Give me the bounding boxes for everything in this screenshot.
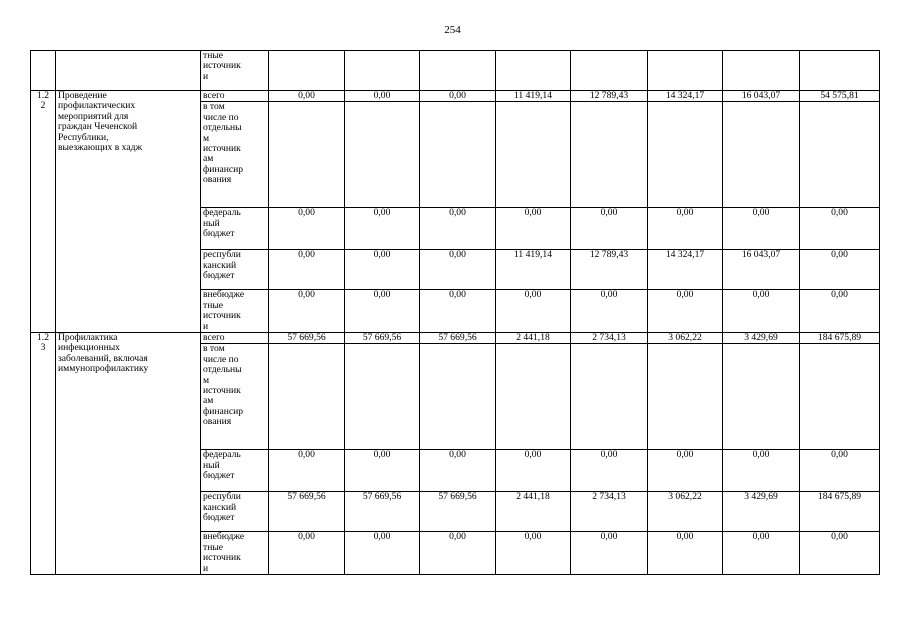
value-cell: 0,00 <box>269 208 345 250</box>
value-cell: 0,00 <box>420 450 496 492</box>
value-cell: 0,00 <box>571 208 648 250</box>
source-cell: тные источник и <box>201 51 269 91</box>
value-cell: 0,00 <box>420 208 496 250</box>
value-cell: 12 789,43 <box>571 250 648 290</box>
value-cell <box>723 51 800 91</box>
value-cell: 3 062,22 <box>648 333 723 344</box>
value-cell: 0,00 <box>345 250 420 290</box>
value-cell: 0,00 <box>648 290 723 333</box>
value-cell: 57 669,56 <box>420 333 496 344</box>
value-cell: 0,00 <box>345 208 420 250</box>
funding-source: всего <box>201 333 269 344</box>
value-cell <box>420 102 496 208</box>
value-cell: 0,00 <box>345 290 420 333</box>
value-cell <box>269 344 345 450</box>
num-cell <box>31 51 56 91</box>
funding-source: федераль ный бюджет <box>201 208 269 250</box>
title-cell <box>56 51 201 91</box>
value-cell <box>345 344 420 450</box>
activity-title: Проведение профилактических мероприятий для граждан Чеченской Республики, выезжающих в хадж <box>56 91 201 333</box>
value-cell: 0,00 <box>496 532 571 575</box>
value-cell: 0,00 <box>648 450 723 492</box>
row-number: 1.2 2 <box>31 91 56 333</box>
value-cell <box>420 344 496 450</box>
funding-source: республи канский бюджет <box>201 492 269 532</box>
table-row <box>31 51 880 91</box>
value-cell <box>723 344 800 450</box>
value-cell: 3 429,69 <box>723 492 800 532</box>
value-cell <box>496 344 571 450</box>
activity-title: Профилактика инфекционных заболеваний, включая иммунопрофилактику <box>56 333 201 575</box>
value-cell: 11 419,14 <box>496 250 571 290</box>
value-cell: 0,00 <box>269 250 345 290</box>
value-cell: 0,00 <box>571 532 648 575</box>
value-cell: 0,00 <box>648 208 723 250</box>
value-cell <box>800 51 880 91</box>
value-cell: 184 675,89 <box>800 333 880 344</box>
value-cell: 12 789,43 <box>571 91 648 102</box>
value-cell <box>800 344 880 450</box>
funding-source: всего <box>201 91 269 102</box>
table-row <box>31 333 880 344</box>
value-cell: 2 734,13 <box>571 492 648 532</box>
value-cell <box>571 344 648 450</box>
value-cell: 57 669,56 <box>420 492 496 532</box>
value-cell <box>723 102 800 208</box>
value-cell <box>269 102 345 208</box>
funding-source: внебюдже тные источник и <box>201 290 269 333</box>
value-cell: 0,00 <box>345 91 420 102</box>
value-cell: 2 441,18 <box>496 333 571 344</box>
value-cell: 0,00 <box>496 450 571 492</box>
value-cell <box>345 102 420 208</box>
value-cell <box>571 51 648 91</box>
value-cell: 16 043,07 <box>723 250 800 290</box>
value-cell: 57 669,56 <box>269 333 345 344</box>
value-cell: 57 669,56 <box>345 492 420 532</box>
value-cell: 57 669,56 <box>269 492 345 532</box>
financing-table <box>30 50 880 575</box>
value-cell: 0,00 <box>269 91 345 102</box>
value-cell: 0,00 <box>345 532 420 575</box>
value-cell: 0,00 <box>571 450 648 492</box>
value-cell: 0,00 <box>420 91 496 102</box>
value-cell <box>496 102 571 208</box>
value-cell: 184 675,89 <box>800 492 880 532</box>
value-cell: 14 324,17 <box>648 91 723 102</box>
value-cell: 0,00 <box>496 208 571 250</box>
value-cell <box>648 344 723 450</box>
value-cell <box>800 102 880 208</box>
value-cell <box>496 51 571 91</box>
value-cell <box>269 51 345 91</box>
page-number: 254 <box>444 24 461 36</box>
funding-source: республи канский бюджет <box>201 250 269 290</box>
value-cell: 0,00 <box>723 450 800 492</box>
table-row <box>31 91 880 102</box>
value-cell: 0,00 <box>420 532 496 575</box>
value-cell <box>648 102 723 208</box>
value-cell: 0,00 <box>800 532 880 575</box>
value-cell: 0,00 <box>723 208 800 250</box>
value-cell: 0,00 <box>269 532 345 575</box>
value-cell: 0,00 <box>496 290 571 333</box>
row-number: 1.2 3 <box>31 333 56 575</box>
value-cell: 3 062,22 <box>648 492 723 532</box>
value-cell: 0,00 <box>420 290 496 333</box>
funding-source: федераль ный бюджет <box>201 450 269 492</box>
value-cell: 16 043,07 <box>723 91 800 102</box>
value-cell: 0,00 <box>345 450 420 492</box>
value-cell: 0,00 <box>800 450 880 492</box>
value-cell: 14 324,17 <box>648 250 723 290</box>
funding-source: в том числе по отдельны м источник ам финансир ования <box>201 102 269 208</box>
value-cell: 0,00 <box>269 290 345 333</box>
funding-source: внебюдже тные источник и <box>201 532 269 575</box>
value-cell: 0,00 <box>800 290 880 333</box>
value-cell <box>571 102 648 208</box>
value-cell <box>420 51 496 91</box>
value-cell: 2 441,18 <box>496 492 571 532</box>
value-cell: 0,00 <box>800 208 880 250</box>
value-cell: 0,00 <box>648 532 723 575</box>
value-cell: 2 734,13 <box>571 333 648 344</box>
value-cell: 0,00 <box>269 450 345 492</box>
value-cell <box>648 51 723 91</box>
value-cell: 57 669,56 <box>345 333 420 344</box>
value-cell: 54 575,81 <box>800 91 880 102</box>
value-cell: 0,00 <box>723 532 800 575</box>
value-cell: 0,00 <box>723 290 800 333</box>
value-cell: 0,00 <box>800 250 880 290</box>
value-cell: 0,00 <box>420 250 496 290</box>
value-cell: 11 419,14 <box>496 91 571 102</box>
value-cell: 0,00 <box>571 290 648 333</box>
value-cell <box>345 51 420 91</box>
value-cell: 3 429,69 <box>723 333 800 344</box>
funding-source: в том числе по отдельны м источник ам финансир ования <box>201 344 269 450</box>
